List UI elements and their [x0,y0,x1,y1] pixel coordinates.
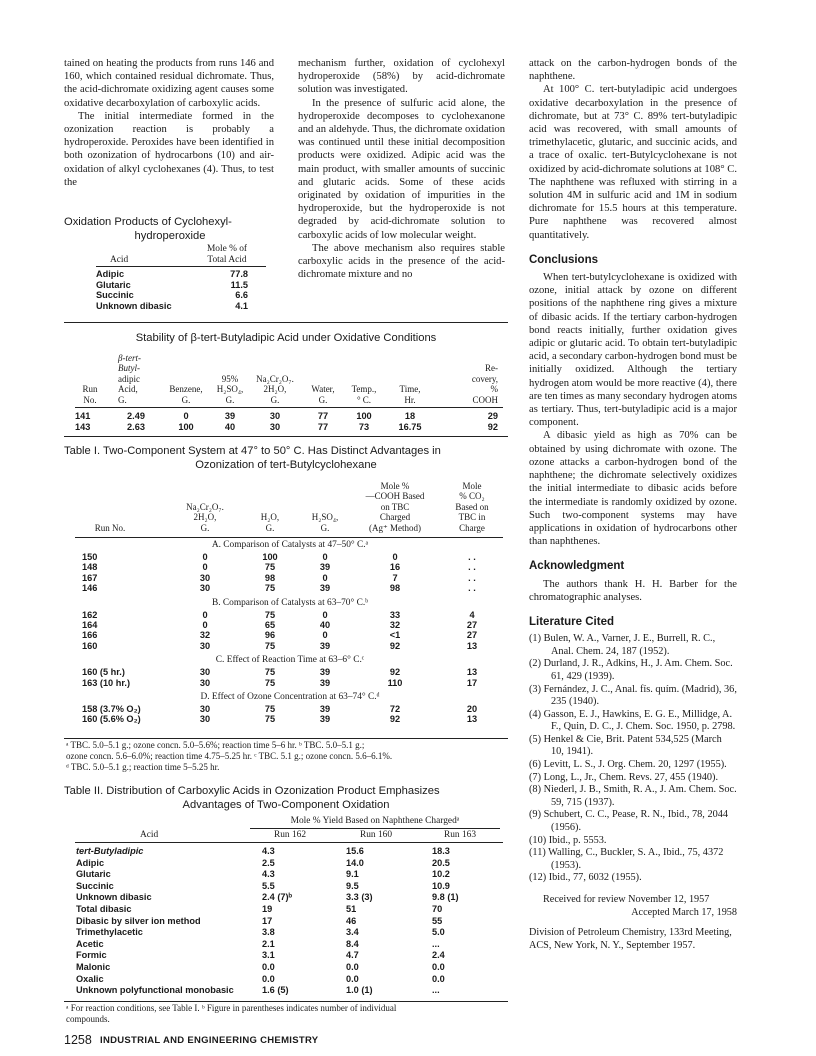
paragraph: attack on the carbon-hydrogen bonds of the naphthene. [529,58,737,83]
table-cell: 65 [264,620,276,630]
table-cell: 77 [317,422,329,432]
table-cell: 77.8 [230,269,248,279]
table-cell: Trimethylacetic [76,927,143,938]
reference-item: (2) Durland, J. R., Adkins, H., J. Am. Chem. Soc. 61, 429 (1939). [529,658,733,682]
table-cell: 15.6 [346,846,364,856]
table-rule [64,436,508,437]
column-header: Run No. [94,522,126,533]
table-cell: 150 [82,552,98,562]
table-section-heading: A. Comparison of Catalysts at 47–50° C.ᵃ [211,540,369,550]
table-cell: 4.1 [235,300,248,311]
reference-item: (3) Fernández, J. C., Anal. fís. quím. (Madrid), 36, 235 (1940). [529,683,737,708]
table-title: Advantages of Two-Component Oxidation [182,799,390,811]
column-3-text [529,57,737,952]
table-cell: 92 [389,640,401,651]
column-header: —COOH Based [365,491,425,502]
reference-item: (7) Long, L., Jr., Chem. Revs. 27, 455 (1940). [529,771,719,783]
table-cell: 11.5 [230,279,248,290]
table-cell: 4.3 [262,869,275,880]
table-cell: Adipic [76,857,105,868]
table-cell: 0.0 [432,973,445,984]
table-cell: 100 [262,552,278,562]
column-header: Water, [311,384,335,394]
table-cell: 1.6 (5) [262,985,289,996]
table-cell: . . [468,562,476,573]
table-cell: 27 [466,630,478,641]
table-cell: 19 [262,904,273,914]
table-cell: 17 [466,677,478,688]
table-cell: 92 [389,714,401,725]
table-cell: 92 [389,667,401,678]
table-cell: 39 [319,704,331,714]
received-date: Received for review November 12, 1957 [543,894,710,905]
column-header: 2H₂O, [193,512,217,523]
table-cell: 98 [264,572,276,583]
table-cell: 160 [82,640,98,651]
table-cell: 40 [224,422,236,432]
table-cell: 110 [387,677,403,688]
reference-item: (10) Ibid., p. 5553. [529,834,607,846]
table-cell: 3.4 [346,927,359,938]
column-header: Total Acid [207,255,247,265]
table-cell: . . [468,583,476,594]
table-cell: 13 [466,640,478,651]
table-cell: 75 [264,640,276,651]
column-header: (Ag⁺ Method) [369,522,421,533]
table-cell: 146 [82,583,98,594]
table-footnote: compounds. [66,1014,110,1024]
table-cell: 0 [322,609,328,620]
table-cell: 75 [264,562,276,573]
page-number: 1258 [64,1033,92,1047]
table-cell: 40 [319,620,331,630]
table-cell: <1 [389,630,401,641]
table-cell: 13 [466,667,478,678]
table-cell: 29 [487,411,498,421]
table-cell: 2.1 [262,938,275,949]
column-header: adipic [118,373,140,384]
reference-item: (12) Ibid., 77, 6032 (1955). [529,872,642,884]
table-cell: 92 [487,422,498,432]
table-cell: 30 [269,422,281,432]
table-cell: 1.0 (1) [346,985,373,996]
column-header: COOH [472,394,498,405]
table-title: Table II. Distribution of Carboxylic Acids in Ozonization Product Emphasizes [64,785,440,797]
table-cell: 75 [264,704,276,714]
table-rule [75,842,503,843]
table-cell: ... [432,938,440,949]
table-cell: 0.0 [262,962,275,972]
table-cell: 39 [319,677,331,688]
table-cell: Oxalic [76,973,104,984]
table-cell: 9.5 [346,880,359,891]
table-cell: tert-Butyladipic [76,846,144,856]
table-cell: 0.0 [346,962,359,972]
column-header: Run 162 [273,830,307,840]
table-cell: 0.0 [432,962,445,972]
table-footnote: ᵃ For reaction conditions, see Table I. ᵇ Figure in parentheses indicates number of individual [66,1003,397,1013]
column-header: G. [265,522,275,533]
column-header: Butyl- [118,363,140,373]
table-cell: 55 [432,915,443,926]
table-cell: 30 [269,411,281,421]
table-cell: Glutaric [76,869,111,880]
table-rule [75,537,503,538]
table-cell: Acetic [76,938,104,949]
table-cell: 143 [75,422,91,432]
column-header: Temp., [351,384,377,394]
table-section-heading: D. Effect of Ozone Concentration at 63–74° C.ᵈ [200,692,380,702]
table-cell: 30 [199,572,211,583]
column-header: ° C. [356,394,372,405]
reference-item: (8) Niederl, J. B., Smith, R. A., J. Am. Chem. Soc. 59, 715 (1937). [529,784,737,808]
table-title: Ozonization of tert-Butylcyclohexane [195,459,377,471]
column-header: Run 163 [443,830,477,840]
table-cell: 10.2 [432,869,450,880]
table-cell: 164 [82,620,98,630]
table-cell: 0.0 [346,973,359,984]
reference-item: (6) Levitt, L. S., J. Org. Chem. 20, 1297 (1955). [529,759,727,771]
table-cell: 75 [264,583,276,594]
column-header: 2H₂O, [263,384,287,394]
table-cell: 166 [82,630,98,641]
table-cell: Unknown dibasic [96,300,172,311]
table-cell: 70 [432,904,443,914]
table-footnote: ozone concn. 5.6–6.0%; reaction time 4.75–5.25 hr. ᶜ TBC. 5.1 g.; ozone concn. 5.6–6.1%. [66,751,393,761]
column-header: covery, [471,373,498,384]
table-cell: Succinic [76,880,114,891]
column-2-text [298,57,505,281]
table-cell: 39 [224,411,236,421]
table-cell: 33 [389,609,401,620]
table-cell: 0 [322,630,328,641]
column-header: Mole % Yield Based on Naphthene Chargedᵃ [290,816,460,826]
table-cell: 20 [466,704,478,714]
column-header: Run 160 [359,830,393,840]
column-1-text [64,57,274,189]
paragraph: tained on heating the products from runs 146 and 160, which contained residual dichromate. Thus, the acid-dichromate oxidizing agent causes some oxidative decarboxylation of carboxylic acids. [64,58,274,109]
table-cell: Dibasic by silver ion method [76,915,201,926]
column-header: Charged [379,512,411,523]
table-cell: 5.0 [432,927,445,938]
paragraph: A dibasic yield as high as 70% can be obtained by using dichromate with ozone. The ozone attacks a carbon-hydrogen bond of the naphthene; the dichromate selectively oxidizes the initial intermediate to dibasic acids before the intermediate is randomly oxidized by ozone. Such two-component systems may have applications in oxidation of hydrocarbons other than naphthenes. [529,430,737,548]
table-cell: 30 [199,704,211,714]
table-cell: 18.3 [432,846,450,856]
column-header: Acid [140,830,159,840]
column-header: Mole % [380,481,410,491]
table-cell: Unknown dibasic [76,892,152,903]
table-rule [250,828,500,829]
table-cell: 3.3 (3) [346,892,373,903]
table-cell: 100 [178,422,194,432]
table-cell: 160 (5.6% O₂) [82,714,141,725]
column-header: Run [82,384,98,394]
table-cell: Unknown polyfunctional monobasic [76,985,234,996]
table-cell: 2.4 (7)ᵇ [262,892,293,903]
column-header: % [490,384,498,394]
table-cell: 39 [319,714,331,725]
table-cell: 75 [264,609,276,620]
reference-item: (5) Henkel & Cie, Brit. Patent 534,525 (March 10, 1941). [529,733,722,758]
column-header: G. [118,394,127,405]
table-title: hydroperoxide [134,230,206,242]
table-cell: 100 [356,411,372,421]
table-cell: 77 [317,411,329,421]
column-header: G. [200,522,210,533]
table-cell: 39 [319,583,331,594]
table-cell: 0 [322,572,328,583]
column-header: Mole [462,481,482,491]
table-cell: Succinic [96,290,134,300]
table-footnote: ᵈ TBC. 5.0–5.1 g.; reaction time 5–5.25 hr. [66,762,220,772]
table-cell: Adipic [96,269,125,279]
column-header: H₂SO₄, [216,384,244,394]
column-header: G. [181,394,191,405]
division-note: Division of Petroleum Chemistry, 133rd Meeting, ACS, New York, N. Y., September 1957. [529,927,732,951]
column-header: Acid, [118,384,138,394]
table-cell: 30 [199,667,211,678]
paragraph: The initial intermediate formed in the ozonization reaction is probably a hydroperoxide. Peroxides have been identified in both ozonization of hydrocarbons (10) and air-oxidation of alkyl cyclohexanes (4). Thus, to test the [64,110,274,188]
table-cell: 75 [264,677,276,688]
column-header: Mole % of [206,244,248,254]
column-header: Na₂Cr₂O₇. [256,373,294,384]
table-cell: . . [468,552,476,562]
column-header: H₂SO₄, [311,512,339,523]
column-header: Charge [459,522,485,533]
table-title: Stability of β-tert-Butyladipic Acid under Oxidative Conditions [135,332,437,344]
reference-item: (9) Schubert, C. C., Pease, R. N., Ibid., 78, 2044 (1956). [529,809,729,834]
paragraph: In the presence of sulfuric acid alone, the hydroperoxide decomposes to cyclohexanone and an aldehyde. Thus, the dichromate oxidation was continued until these initial decomposition products were oxidized. Adipic acid was the main product, with smaller amounts of succinic and glutaric acids. Some of these acids originated by oxidation of impurities in the hydroperoxide, but the hydroperoxide is not degraded by acid-dichromate solution to carboxylic acids of low molecular weight. [298,97,505,241]
table-cell: . . [468,572,476,583]
column-header: β-tert- [118,352,141,363]
table-cell: 51 [346,904,357,914]
column-header: No. [83,394,97,405]
column-header: Time, [399,384,421,394]
table-cell: 9.1 [346,869,359,880]
column-header: G. [270,394,280,405]
column-header: % CO₂ [459,491,485,502]
table-cell: 13 [466,714,478,725]
paragraph: The authors thank H. H. Barber for the chromatographic analyses. [529,578,737,603]
table-cell: 96 [264,630,276,641]
table-rule [64,1001,508,1002]
table-cell: 141 [75,411,91,421]
table-cell: 39 [319,667,331,678]
table-cell: 167 [82,572,98,583]
column-header: on TBC [380,501,410,512]
table-rule [75,407,503,408]
table-cell: 17 [262,915,273,926]
table-cell: 3.1 [262,950,275,961]
paragraph: When tert-butylcyclohexane is oxidized with ozone, initial attack by ozone on different positions of the naphthene ring gives a mixture of dibasic acids. If the tertiary carbon-hydrogen bond reacts initially, further oxidation gives adipic or glutaric acid. To obtain tert-butyladipic acid, a secondary carbon-hydrogen bond must be initially oxidized. Although the tertiary hydrogen atom would be more reactive (4), there are ten times as many secondary hydrogen atoms as tertiary. Thus, tert-butyladipic acid is a major component. [529,272,737,429]
table-cell: 3.8 [262,927,275,938]
accepted-date: Accepted March 17, 1958 [631,907,737,919]
table-cell: 75 [264,714,276,725]
table-cell: 14.0 [346,857,364,868]
table-cell: 2.4 [432,950,445,961]
table-cell: 30 [199,677,211,688]
table-cell: 75 [264,667,276,678]
column-header: G. [318,394,328,405]
reference-item: (11) Walling, C., Buckler, S. A., Ibid., 75, 4372 (1953). [529,847,724,871]
table-cell: 0 [202,620,208,630]
table-cell: 32 [199,630,211,641]
table-cell: 163 (10 hr.) [82,677,131,688]
table-cell: 6.6 [235,290,248,300]
table-cell: 0 [183,411,189,421]
table-cell: 7 [392,572,398,583]
table-cell: 4.3 [262,846,275,856]
table-cell: 73 [358,422,370,432]
journal-name: INDUSTRIAL AND ENGINEERING CHEMISTRY [100,1035,319,1046]
table-cell: 39 [319,640,331,651]
table-cell: 148 [82,562,98,573]
column-header: Acid [110,255,129,265]
table-rule [64,738,508,739]
table-cell: Formic [76,950,107,961]
table-cell: 2.5 [262,857,275,868]
column-header: G. [225,394,235,405]
section-heading-acknowledgment: Acknowledgment [529,560,625,573]
table-cell: 30 [199,640,211,651]
table-cell: 0 [202,609,208,620]
column-header: Re- [485,363,498,373]
table-cell: 5.5 [262,880,275,891]
table-rule [64,322,508,323]
table-section-heading: B. Comparison of Catalysts at 63–70° C.ᵇ [211,597,369,608]
table-cell: 0 [202,552,208,562]
table-cell: 98 [389,583,401,594]
table-cell: 16 [389,562,401,573]
section-heading-conclusions: Conclusions [529,253,599,266]
column-header: Na₂Cr₂O₇. [186,501,224,512]
paragraph: mechanism further, oxidation of cyclohexyl hydroperoxide (58%) by acid-dichromate solution was investigated. [298,58,505,96]
table-cell: 4 [469,609,475,620]
table-cell: 46 [346,915,357,926]
table-cell: 158 (3.7% O₂) [82,704,141,714]
column-header: Benzene, [169,384,203,394]
column-header: G. [320,522,330,533]
column-header: 95% [221,373,239,384]
table-cell: 9.8 (1) [432,892,459,903]
table-cell: 0 [322,552,328,562]
table-cell: ... [432,985,440,996]
paragraph: The above mechanism also requires stable carboxylic acids in the presence of the acid-dichromate mixture and no [298,242,505,281]
table-cell: 30 [199,714,211,725]
table-footnote: ᵃ TBC. 5.0–5.1 g.; ozone concn. 5.0–5.6%; reaction time 5–6 hr. ᵇ TBC. 5.0–5.1 g.; [66,740,365,750]
table-cell: 2.49 [127,411,145,421]
table-cell: 162 [82,609,98,620]
section-heading-literature-cited: Literature Cited [529,615,614,628]
table-cell: 0 [202,562,208,573]
table-rule [96,266,266,267]
table-cell: 18 [404,411,416,421]
table-cell: 4.7 [346,950,359,961]
table-cell: 8.4 [346,938,359,949]
table-cell: 160 (5 hr.) [82,667,125,678]
table-title: Oxidation Products of Cyclohexyl- [64,216,232,228]
table-cell: Total dibasic [76,904,132,914]
table-cell: 39 [319,562,331,573]
table-cell: 72 [389,704,401,714]
paragraph: At 100° C. tert-butyladipic acid undergoes oxidative decarboxylation in the presence of dichromate, but at 73° C. 89% tert-butyladipic acid was recovered, with small amounts of trimethylacetic, glutaric, and succinic acids, and a trace of oxalic. tert-Butylcyclohexane is not oxidized by acid-dichromate solutions at 108° C. The naphthene was refluxed with stirring in a solution 4M in sulfuric acid and 1M in sodium dichromate for 15.5 hours at this temperature. Pure naphthene was recovered almost quantitatively. [529,84,737,241]
table-cell: 27 [466,620,478,630]
table-cell: Glutaric [96,279,131,290]
column-header: TBC in [458,512,486,523]
table-cell: 16.75 [398,422,422,432]
table-cell: 30 [199,583,211,594]
reference-item: (1) Bulen, W. A., Varner, J. E., Burrell, R. C., Anal. Chem. 24, 187 (1952). [529,633,716,657]
column-header: Hr. [404,394,416,405]
table-cell: 20.5 [432,857,450,868]
reference-item: (4) Gasson, E. J., Hawkins, E. G. E., Millidge, A. F., Quin, D. C., J. Chem. Soc. 1950, p. 2798. [529,708,736,733]
column-header: Based on [455,501,489,512]
table-title: Table I. Two-Component System at 47° to 50° C. Has Distinct Advantages in [64,445,441,457]
table-cell: 32 [389,620,401,630]
column-header: H₂O, [260,512,280,523]
table-cell: 0 [392,552,398,562]
table-cell: Malonic [76,962,111,972]
table-section-heading: C. Effect of Reaction Time at 63–6° C.ᶜ [215,655,365,666]
table-cell: 0.0 [262,973,275,984]
table-cell: 2.63 [127,422,145,432]
reference-list [529,633,737,885]
table-cell: 10.9 [432,880,450,891]
